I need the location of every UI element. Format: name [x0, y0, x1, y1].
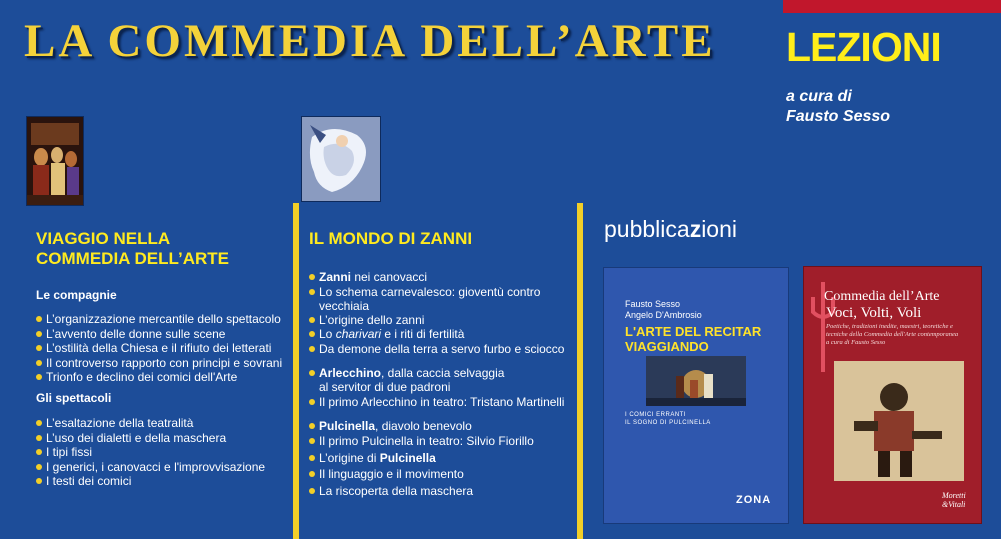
book-author: Fausto Sesso [625, 299, 681, 309]
list-item[interactable]: I tipi fissi [36, 445, 265, 460]
bullet-icon [36, 478, 42, 484]
zanni-item[interactable]: Pulcinella, diavolo benevolo [309, 419, 472, 434]
zanni-item-continuation: vecchiaia [319, 299, 370, 313]
bullet-icon [309, 438, 315, 444]
zanni-item[interactable]: Il primo Arlecchino in teatro: Tristano Martinelli [309, 395, 564, 410]
section-title-viaggio[interactable] [36, 229, 286, 269]
book-title-line2: Voci, Volti, Voli [826, 305, 922, 321]
zanni-item[interactable]: Il linguaggio e il movimento [309, 467, 464, 482]
commedia-painting-thumbnail[interactable] [26, 116, 84, 206]
zanni-figure-icon [302, 117, 380, 201]
book-cover-voci-volti-voli[interactable] [803, 266, 982, 524]
bullet-icon [309, 423, 315, 429]
bullet-icon [309, 274, 315, 280]
red-strip [783, 0, 1001, 13]
list-item[interactable]: Trionfo e declino dei comici dell'Arte [36, 370, 282, 385]
bullet-icon [36, 345, 42, 351]
list-item[interactable]: L’organizzazione mercantile dello spettacolo [36, 312, 282, 327]
book-subtitle: IL SOGNO DI PULCINELLA [625, 420, 711, 426]
book-cover-arte-recitar[interactable] [603, 267, 789, 524]
bullet-icon [309, 331, 315, 337]
title-line: VIAGGIO NELLA [36, 229, 171, 248]
list-item[interactable]: L’uso dei dialetti e della maschera [36, 431, 265, 446]
list-item[interactable]: Il controverso rapporto con principi e sovrani [36, 356, 282, 371]
subheading-spettacoli: Gli spettacoli [36, 391, 112, 405]
bullet-icon [309, 455, 315, 461]
zanni-item[interactable]: L’origine di Pulcinella [309, 451, 436, 466]
book-subtitle: I COMICI ERRANTI [625, 412, 687, 418]
title-line: COMMEDIA DELL’ARTE [36, 249, 229, 268]
book-title-line1: Commedia dell’Arte [824, 289, 940, 304]
book-illustration-icon [834, 361, 964, 481]
section-title-pubblicazioni[interactable]: pubblicazioni [604, 216, 737, 242]
column-divider-right [577, 203, 583, 539]
list-item[interactable]: I generici, i canovacci e l'improvvisazione [36, 460, 265, 475]
publisher-logo: &Vitali [942, 500, 966, 509]
painting-icon [27, 117, 83, 205]
zanni-item[interactable]: Lo charivari e i riti di fertilità [309, 327, 464, 342]
section-title-zanni[interactable]: IL MONDO DI ZANNI [309, 229, 473, 248]
book-author: Angelo D'Ambrosio [625, 310, 702, 320]
zanni-item[interactable]: Da demone della terra a servo furbo e sciocco [309, 342, 564, 357]
publisher-logo: Moretti [942, 491, 966, 500]
bullet-icon [36, 435, 42, 441]
zanni-item[interactable]: Zanni nei canovacci [309, 270, 427, 285]
bullet-icon [36, 360, 42, 366]
lezioni-heading[interactable]: LEZIONI [786, 24, 941, 70]
curator-name: Fausto Sesso [786, 108, 891, 125]
book-title: L'ARTE DEL RECITAR VIAGGIANDO [625, 324, 762, 354]
bullet-icon [36, 316, 42, 322]
spettacoli-list [36, 416, 265, 489]
zanni-item[interactable]: L’origine dello zanni [309, 313, 424, 328]
publisher-logo: ZONA [736, 494, 772, 506]
page-title: LA COMMEDIA DELL’ARTE [24, 15, 716, 67]
compagnie-list [36, 312, 282, 385]
column-divider-left [293, 203, 299, 539]
bullet-icon [309, 488, 315, 494]
list-item[interactable]: L’esaltazione della teatralità [36, 416, 265, 431]
bullet-icon [36, 449, 42, 455]
bullet-icon [36, 331, 42, 337]
bullet-icon [309, 370, 315, 376]
book-description: Poetiche, tradizioni inedite, maestri, teoretiche e [826, 323, 953, 330]
bullet-icon [36, 374, 42, 380]
bullet-icon [309, 399, 315, 405]
subheading-compagnie: Le compagnie [36, 288, 117, 302]
bullet-icon [309, 317, 315, 323]
bullet-icon [36, 420, 42, 426]
zanni-painting-thumbnail[interactable] [301, 116, 381, 202]
zanni-item[interactable]: Lo schema carnevalesco: gioventù contro [309, 285, 540, 300]
bullet-icon [36, 464, 42, 470]
book-description: tecniche della Commedia dell'Arte contemporanea [826, 331, 959, 338]
zanni-item[interactable]: La riscoperta della maschera [309, 484, 473, 499]
zanni-item[interactable]: Il primo Pulcinella in teatro: Silvio Fiorillo [309, 434, 534, 449]
curator-label: a cura di [786, 88, 852, 105]
zanni-item[interactable]: Arlecchino, dalla caccia selvaggia [309, 366, 504, 381]
list-item[interactable]: L’ostilità della Chiesa e il rifiuto dei letterati [36, 341, 282, 356]
list-item[interactable]: L’avvento delle donne sulle scene [36, 327, 282, 342]
bullet-icon [309, 346, 315, 352]
zanni-item-continuation: al servitor di due padroni [319, 380, 451, 394]
list-item[interactable]: I testi dei comici [36, 474, 265, 489]
bullet-icon [309, 289, 315, 295]
book-editor: a cura di Fausto Sesso [826, 339, 886, 346]
bullet-icon [309, 471, 315, 477]
book-illustration-icon [646, 356, 746, 406]
